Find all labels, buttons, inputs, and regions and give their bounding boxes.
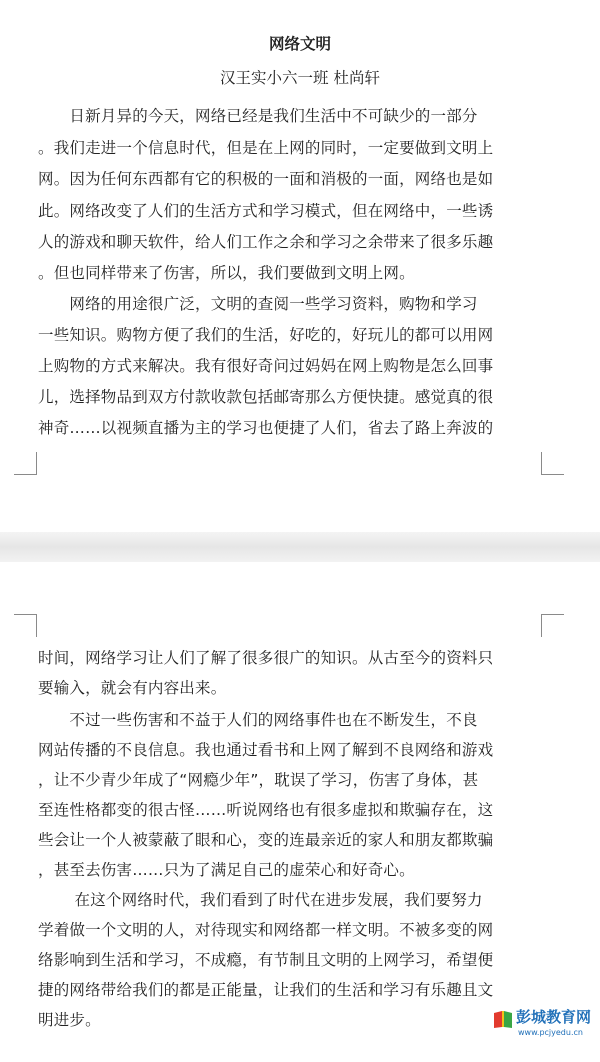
watermark-logo: [492, 1000, 596, 1056]
watermark-url: www.pcjyedu.cn: [518, 1028, 583, 1037]
text-line: 一些知识。购物方便了我们的生活，好吃的，好玩儿的都可以用网: [38, 326, 494, 344]
text-line: 。但也同样带来了伤害，所以，我们要做到文明上网。: [38, 264, 415, 282]
text-line: 人的游戏和聊天软件，给人们工作之余和学习之余带来了很多乐趣: [38, 233, 494, 251]
text-line: 上购物的方式来解决。我有很好奇问过妈妈在网上购物是怎么回事: [38, 357, 494, 375]
text-line: ，让不少青少年成了“网瘾少年”，耽误了学习，伤害了身体，甚: [38, 771, 479, 789]
document-title: 网络文明: [268, 35, 331, 53]
text-line: 儿，选择物品到双方付款收款包括邮寄那么方便快捷。感觉真的很: [38, 388, 494, 406]
text-line: 明进步。: [38, 1011, 101, 1029]
text-line: 神奇……以视频直播为主的学习也便捷了人们，省去了路上奔波的: [38, 419, 494, 437]
text-line: 在这个网络时代，我们看到了时代在进步发展，我们要努力: [38, 891, 483, 909]
page-separator: [0, 532, 600, 562]
text-line: 网。因为任何东西都有它的积极的一面和消极的一面，网络也是如: [38, 170, 494, 188]
text-line: 学着做一个文明的人，对待现实和网络都一样文明。不被多变的网: [38, 921, 494, 939]
text-line: 日新月异的今天，网络已经是我们生活中不可缺少的一部分: [38, 107, 478, 125]
text-line: 络影响到生活和学习，不成瘾，有节制且文明的上网学习，希望便: [38, 951, 494, 969]
text-line: 要输入，就会有内容出来。: [38, 679, 227, 697]
page-corner-mark: [541, 614, 564, 637]
text-line: 此。网络改变了人们的生活方式和学习模式，但在网络中，一些诱: [38, 202, 494, 220]
text-line: 。我们走进一个信息时代，但是在上网的同时，一定要做到文明上: [38, 139, 494, 157]
page-corner-mark: [541, 452, 564, 475]
page-corner-mark: [14, 452, 37, 475]
page-corner-mark: [14, 614, 37, 637]
text-line: 网络的用途很广泛，文明的查阅一些学习资料，购物和学习: [38, 295, 478, 313]
text-line: ，甚至去伤害……只为了满足自己的虚荣心和好奇心。: [38, 861, 415, 879]
text-line: 时间，网络学习让人们了解了很多很广的知识。从古至今的资料只: [38, 649, 494, 667]
text-line: 网站传播的不良信息。我也通过看书和上网了解到不良网络和游戏: [38, 741, 494, 759]
text-line: 至连性格都变的很古怪……听说网络也有很多虚拟和欺骗存在，这: [38, 801, 494, 819]
text-line: 捷的网络带给我们的都是正能量，让我们的生活和学习有乐趣且文: [38, 981, 494, 999]
text-line: 些会让一个人被蒙蔽了眼和心，变的连最亲近的家人和朋友都欺骗: [38, 831, 494, 849]
watermark-name: 彭城教育网: [516, 1008, 592, 1026]
document-page-2: [0, 562, 600, 1062]
book-icon: [492, 1008, 514, 1030]
text-line: 不过一些伤害和不益于人们的网络事件也在不断发生，不良: [38, 711, 478, 729]
document-author: 汉王实小六一班 杜尚轩: [220, 69, 380, 87]
